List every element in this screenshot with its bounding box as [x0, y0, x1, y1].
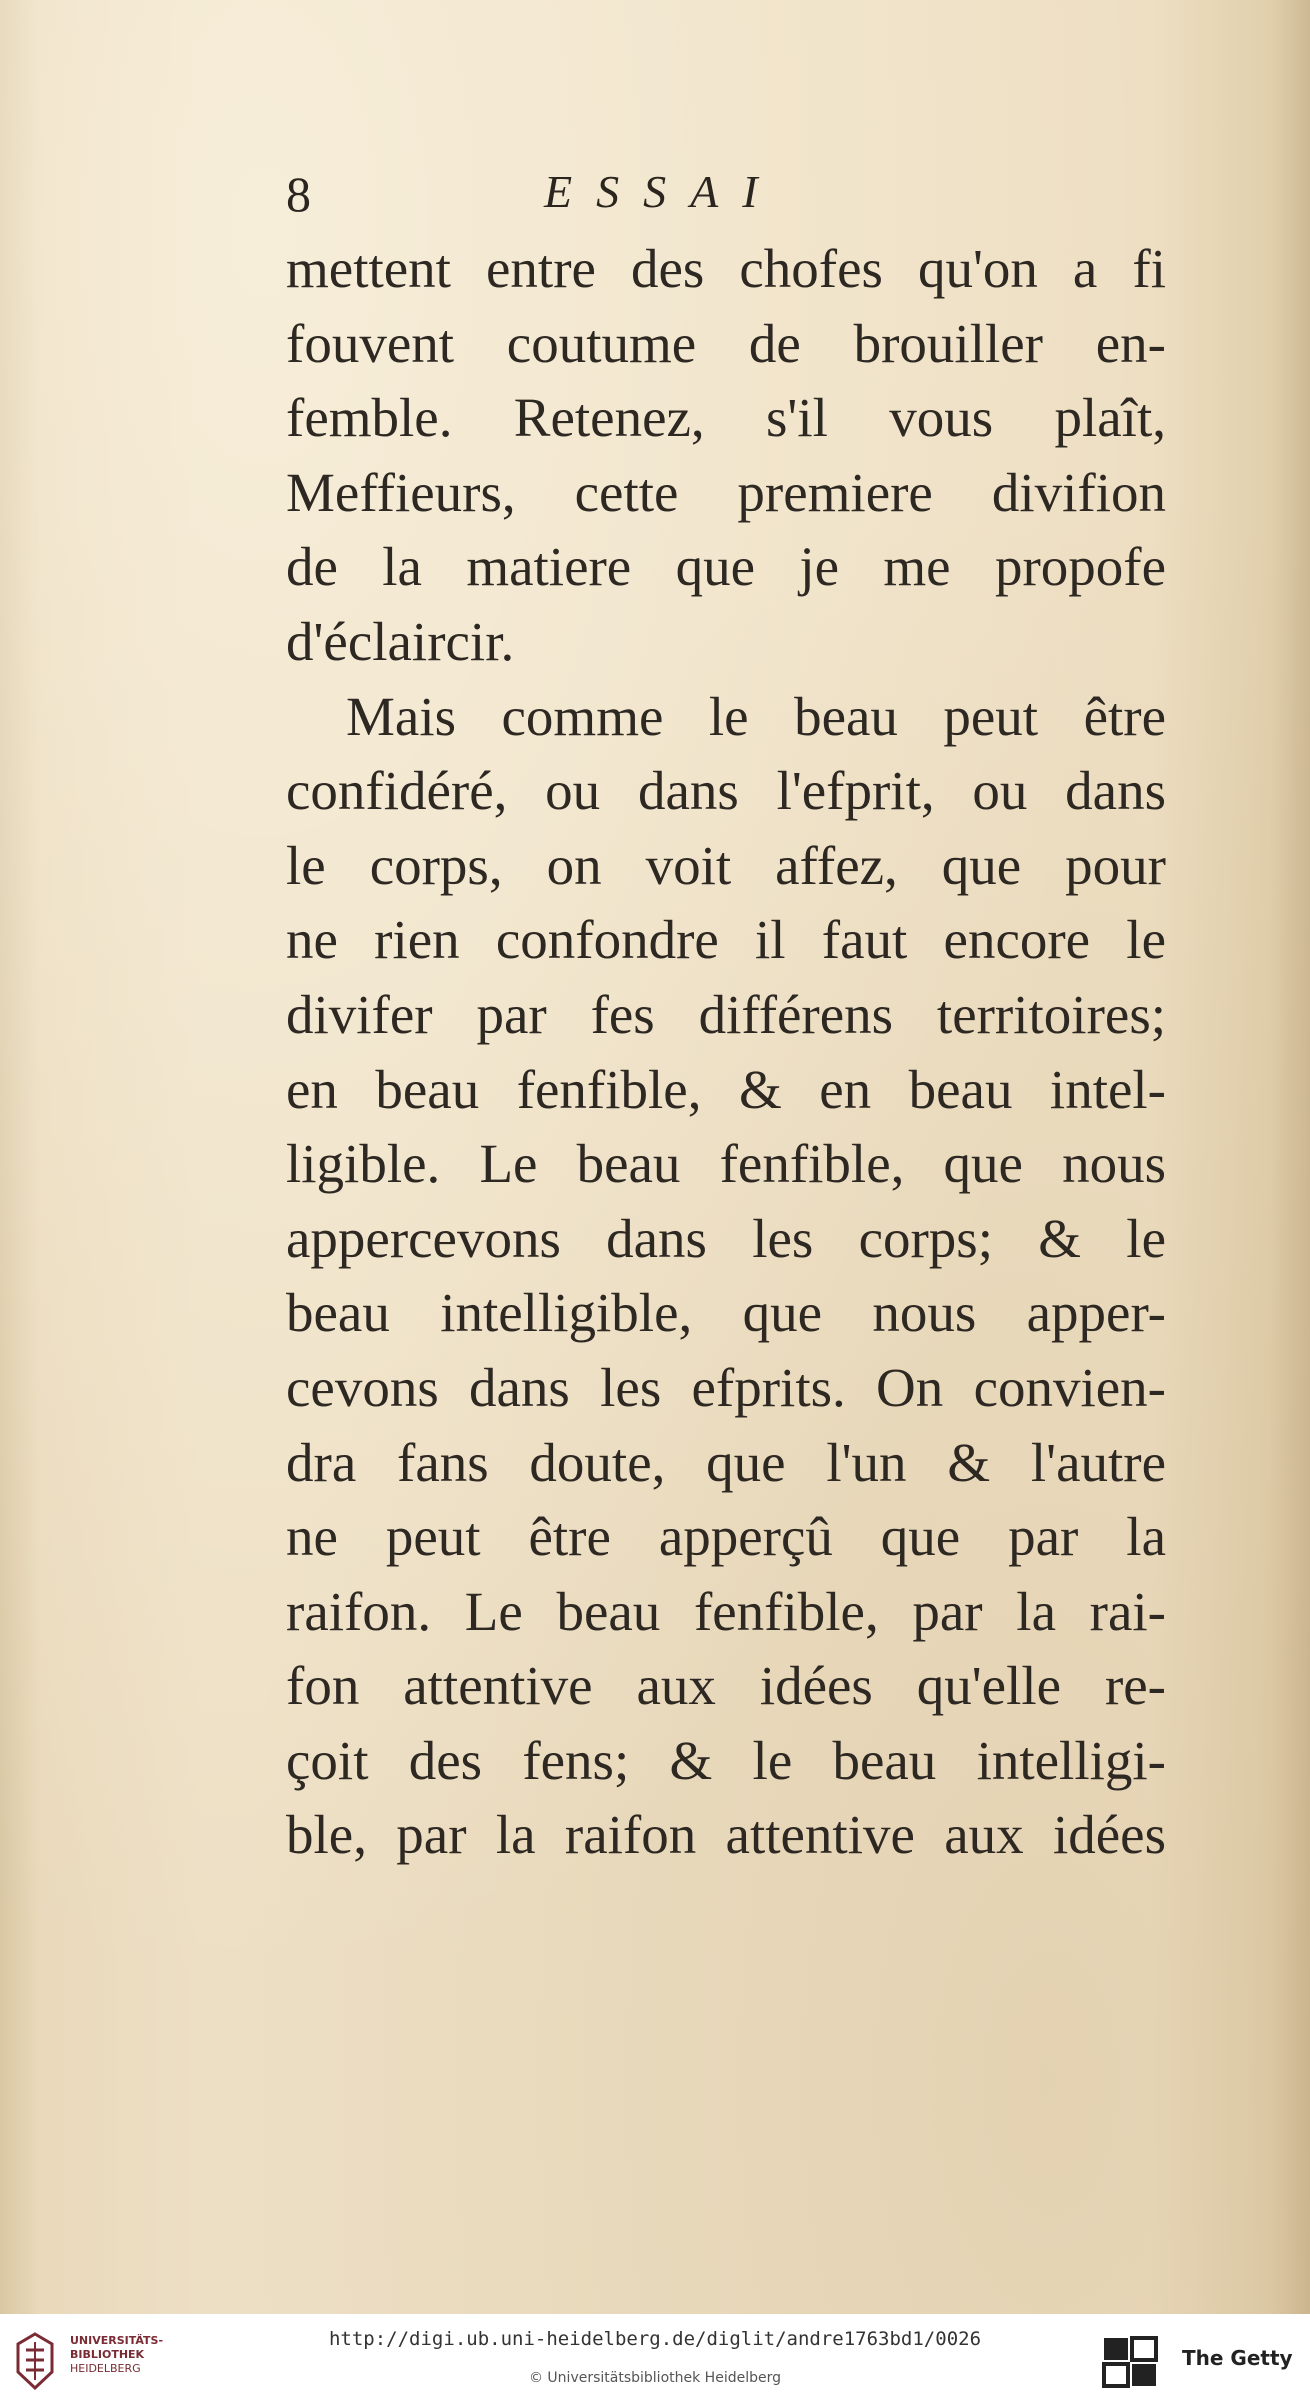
- text-line: beau intelligible, que nous apper-: [286, 1282, 1166, 1344]
- text-line: ne rien confondre il faut encore le: [286, 909, 1166, 971]
- text-line: femble. Retenez, s'il vous plaît,: [286, 387, 1166, 449]
- page-number: 8: [286, 166, 311, 222]
- text-line: ligible. Le beau fenfible, que nous: [286, 1133, 1166, 1195]
- text-line: fon attentive aux idées qu'elle re-: [286, 1655, 1166, 1717]
- text-line: appercevons dans les corps; & le: [286, 1207, 1166, 1269]
- text-line: Mais comme le beau peut être: [346, 685, 1166, 747]
- library-name-line: BIBLIOTHEK: [70, 2348, 145, 2361]
- text-line: cevons dans les efprits. On convien-: [286, 1356, 1166, 1418]
- text-line: mettent entre des chofes qu'on a fi: [286, 238, 1166, 299]
- text-line: Meffieurs, cette premiere divifion: [286, 461, 1166, 523]
- permalink-url[interactable]: http://digi.ub.uni-heidelberg.de/diglit/andre1763bd1/0026: [328, 2328, 982, 2350]
- library-name-line: HEIDELBERG: [70, 2362, 141, 2375]
- running-title: ESSAI: [544, 166, 782, 217]
- text-line: ne peut être apperçû que par la: [286, 1506, 1166, 1568]
- library-name-line: UNIVERSITÄTS-: [70, 2334, 164, 2347]
- running-head: [286, 165, 886, 225]
- text-line: le corps, on voit affez, que pour: [286, 834, 1166, 896]
- text-line: fouvent coutume de brouiller en-: [286, 312, 1166, 374]
- copyright-notice: © Universitätsbibliothek Heidelberg: [528, 2370, 781, 2386]
- text-line: dra fans doute, que l'un & l'autre: [286, 1431, 1166, 1493]
- text-line: confidéré, ou dans l'efprit, ou dans: [286, 760, 1166, 822]
- body-text: [286, 232, 1166, 1873]
- text-line: çoit des fens; & le beau intelligi-: [286, 1729, 1166, 1791]
- footer-bar: [0, 2314, 1310, 2406]
- text-line: d'éclaircir.: [286, 610, 515, 672]
- getty-logo-icon: [1102, 2334, 1158, 2390]
- text-line: de la matiere que je me propofe: [286, 536, 1166, 598]
- text-line: ble, par la raifon attentive aux idées: [286, 1804, 1166, 1866]
- text-line: divifer par fes différens territoires;: [286, 983, 1166, 1045]
- text-line: en beau fenfible, & en beau intel-: [286, 1058, 1166, 1120]
- text-line: raifon. Le beau fenfible, par la rai-: [286, 1580, 1166, 1642]
- partner-name: The Getty: [1182, 2346, 1293, 2370]
